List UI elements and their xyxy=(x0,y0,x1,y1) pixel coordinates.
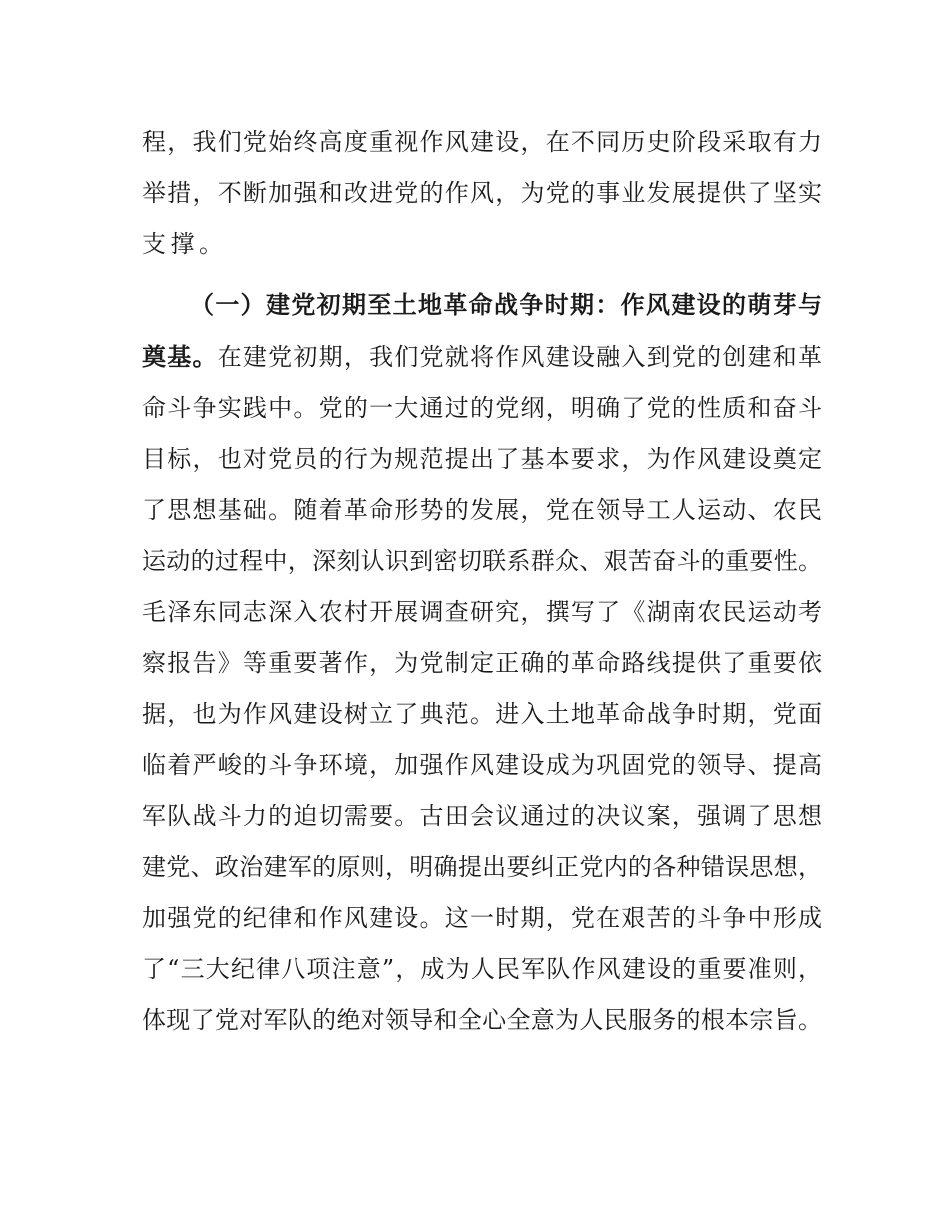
paragraph-2-line-3: 目标，也对党员的行为规范提出了基本要求，为作风建设奠定 xyxy=(142,445,822,473)
paragraph-2-line-8: 据，也为作风建设树立了典范。进入土地革命战争时期，党面 xyxy=(142,700,822,728)
section-heading-line-2: 奠基。 xyxy=(142,343,218,371)
paragraph-2-line-4: 了思想基础。随着革命形势的发展，党在领导工人运动、农民 xyxy=(142,496,822,524)
paragraph-2-line-9: 临着严峻的斗争环境，加强作风建设成为巩固党的领导、提高 xyxy=(142,751,822,779)
paragraph-1-line-1: 程，我们党始终高度重视作风建设，在不同历史阶段采取有力 xyxy=(142,128,822,156)
paragraph-2-line-13: 了“三大纪律八项注意”，成为人民军队作风建设的重要准则， xyxy=(142,955,822,983)
paragraph-2-line-12: 加强党的纪律和作风建设。这一时期，党在艰苦的斗争中形成 xyxy=(142,904,822,932)
paragraph-2-line-6: 毛泽东同志深入农村开展调查研究，撰写了《湖南农民运动考 xyxy=(142,598,822,626)
section-heading-line-1: （一）建党初期至土地革命战争时期：作风建设的萌芽与 xyxy=(190,291,822,319)
paragraph-1-line-2: 举措，不断加强和改进党的作风，为党的事业发展提供了坚实 xyxy=(142,179,822,207)
paragraph-2-line-7: 察报告》等重要著作，为党制定正确的革命路线提供了重要依 xyxy=(142,649,822,677)
paragraph-2-line-2: 命斗争实践中。党的一大通过的党纲，明确了党的性质和奋斗 xyxy=(142,394,822,422)
paragraph-2-line-1-text: 在建党初期，我们党就将作风建设融入到党的创建和革 xyxy=(217,343,823,371)
paragraph-1-line-3: 支撑。 xyxy=(142,230,228,258)
paragraph-2-line-5: 运动的过程中，深刻认识到密切联系群众、艰苦奋斗的重要性。 xyxy=(142,547,822,575)
paragraph-2-line-11: 建党、政治建军的原则，明确提出要纠正党内的各种错误思想， xyxy=(142,853,822,881)
paragraph-2-line-1 xyxy=(142,337,822,377)
paragraph-2-line-14: 体现了党对军队的绝对领导和全心全意为人民服务的根本宗旨。 xyxy=(142,1006,822,1034)
paragraph-2-line-10: 军队战斗力的迫切需要。古田会议通过的决议案，强调了思想 xyxy=(142,802,822,830)
